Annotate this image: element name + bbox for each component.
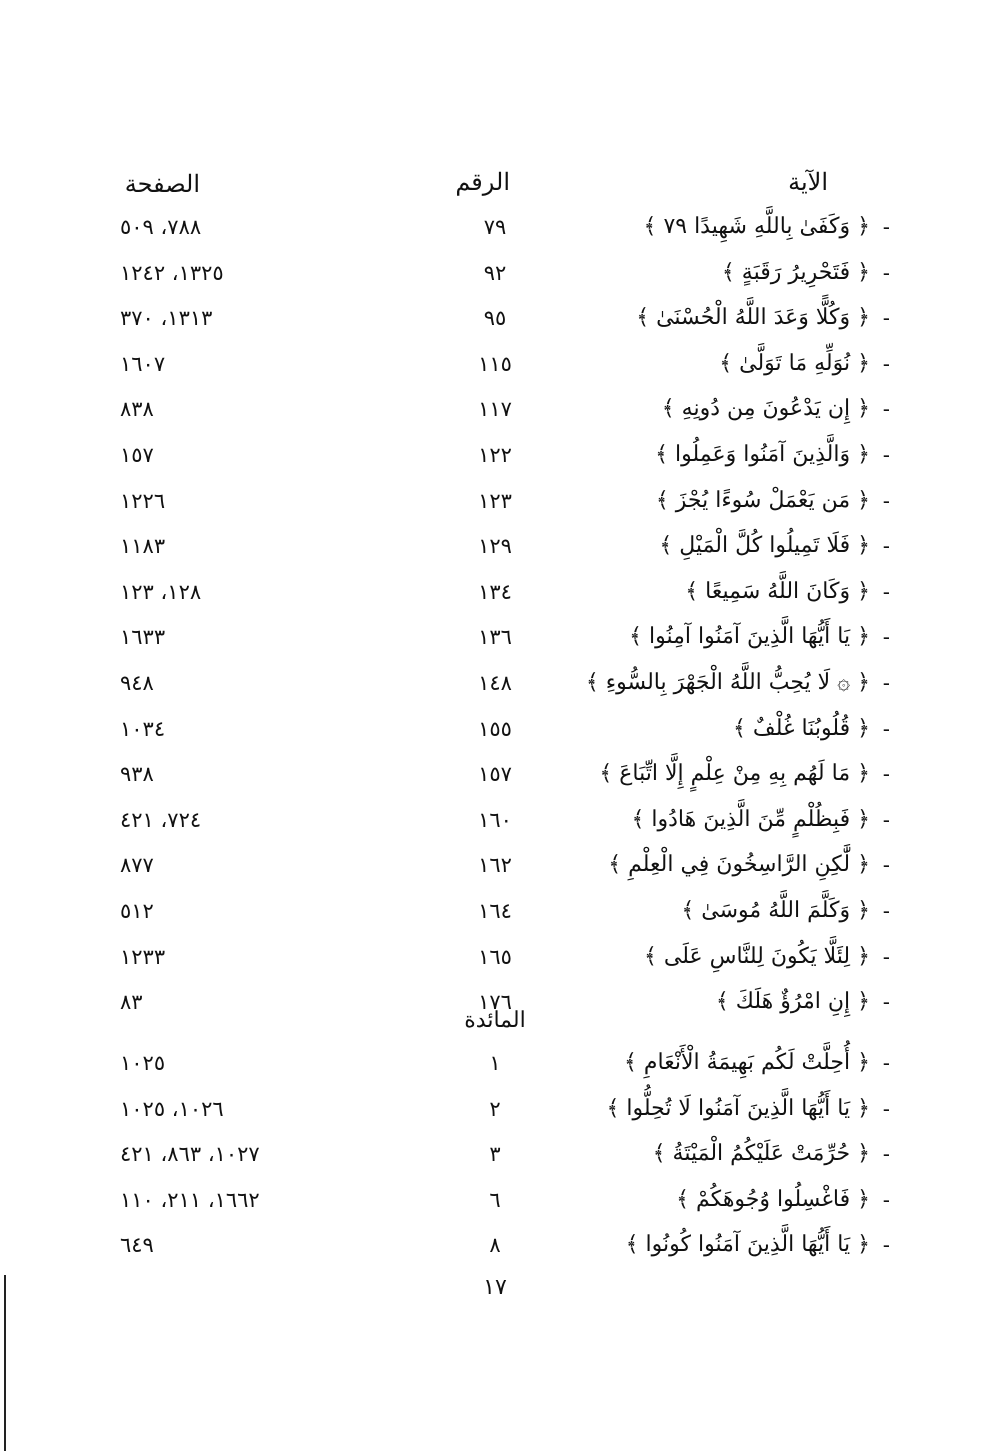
row-bullet-dash: - — [882, 716, 890, 741]
table-row — [0, 258, 1000, 304]
verse-index-section-2 — [0, 1048, 1000, 1276]
page-references: ٧٨٨، ٥٠٩ — [120, 215, 202, 239]
verse-text: ﴿ قُلُوبُنَا غُلْفٌ ﴾ — [733, 715, 870, 741]
table-row — [0, 394, 1000, 440]
table-row — [0, 1139, 1000, 1185]
row-bullet-dash: - — [882, 1096, 890, 1121]
table-row — [0, 805, 1000, 851]
verse-number: ١٢٢ — [478, 442, 512, 467]
page-references: ٥١٢ — [120, 898, 154, 923]
table-row — [0, 622, 1000, 668]
verse-text: ﴿ وَكَانَ اللَّهُ سَمِيعًا ﴾ — [685, 578, 870, 604]
verse-number: ١١٥ — [478, 351, 512, 376]
verse-text: ﴿ يَا أَيُّهَا الَّذِينَ آمَنُوا آمِنُوا ﴾ — [629, 624, 870, 650]
table-row — [0, 531, 1000, 577]
verse-text: ﴿ مَن يَعْمَلْ سُوءًا يُجْزَ ﴾ — [655, 487, 870, 513]
table-row — [0, 1230, 1000, 1276]
row-bullet-dash: - — [882, 397, 890, 422]
row-bullet-dash: - — [882, 1233, 890, 1258]
verse-number: ٧٩ — [483, 215, 507, 239]
verse-text: ﴿ وَكَفَىٰ بِاللَّهِ شَهِيدًا ٧٩ ﴾ — [643, 214, 870, 239]
verse-text: ﴿ فَلَا تَمِيلُوا كُلَّ الْمَيْلِ ﴾ — [659, 533, 870, 559]
table-row — [0, 212, 1000, 258]
row-bullet-dash: - — [882, 807, 890, 832]
verse-number: ١٣٤ — [478, 579, 512, 604]
page-references: ٨٧٧ — [120, 853, 154, 878]
verse-text: ﴿ وَكُلًّا وَعَدَ اللَّهُ الْحُسْنَىٰ ﴾ — [636, 305, 870, 331]
verse-text: ﴿ أُحِلَّتْ لَكُم بَهِيمَةُ الْأَنْعَامِ ﴾ — [624, 1050, 870, 1075]
verse-text: ﴿ وَالَّذِينَ آمَنُوا وَعَمِلُوا ﴾ — [655, 441, 870, 467]
page-references: ٩٣٨ — [120, 762, 154, 787]
verse-text: ﴿ فَتَحْرِيرُ رَقَبَةٍ ﴾ — [721, 259, 870, 285]
table-row — [0, 1094, 1000, 1140]
row-bullet-dash: - — [882, 898, 890, 923]
verse-text: ﴿ مَا لَهُم بِهِ مِنْ عِلْمٍ إِلَّا اتِّبَاعَ ﴾ — [599, 761, 870, 787]
table-row — [0, 714, 1000, 760]
page-references: ١٥٧ — [120, 442, 154, 467]
table-row — [0, 577, 1000, 623]
verse-number: ١٢٣ — [478, 488, 512, 513]
verse-number: ١ — [489, 1051, 501, 1075]
verse-number: ٦ — [489, 1187, 501, 1212]
page-references: ١٠٢٧، ٨٦٣، ٤٢١ — [120, 1142, 260, 1167]
verse-number: ١٢٩ — [478, 534, 512, 559]
page-references: ١٣١٣، ٣٧٠ — [120, 306, 213, 331]
table-header — [0, 168, 1000, 208]
header-number: الرقم — [455, 168, 510, 196]
row-bullet-dash: - — [882, 1142, 890, 1167]
table-row — [0, 303, 1000, 349]
row-bullet-dash: - — [882, 1187, 890, 1212]
page-references: ١٦٠٧ — [120, 351, 166, 376]
page-references: ٦٤٩ — [120, 1233, 154, 1258]
verse-number: ٣ — [489, 1142, 501, 1167]
table-row — [0, 759, 1000, 805]
row-bullet-dash: - — [882, 1051, 890, 1075]
row-bullet-dash: - — [882, 488, 890, 513]
verse-number: ١٣٦ — [478, 625, 512, 650]
verse-number: ١٦٤ — [478, 898, 512, 923]
page-references: ١٠٣٤ — [120, 716, 166, 741]
row-bullet-dash: - — [882, 579, 890, 604]
row-bullet-dash: - — [882, 351, 890, 376]
page-references: ١١٨٣ — [120, 534, 166, 559]
row-bullet-dash: - — [882, 853, 890, 878]
verse-text: ﴿ نُوَلِّهِ مَا تَوَلَّىٰ ﴾ — [719, 350, 870, 376]
row-bullet-dash: - — [882, 944, 890, 969]
row-bullet-dash: - — [882, 306, 890, 331]
row-bullet-dash: - — [882, 670, 890, 695]
table-row — [0, 896, 1000, 942]
verse-text: ﴿ لَّٰكِنِ الرَّاسِخُونَ فِي الْعِلْمِ ﴾ — [608, 852, 870, 878]
page-references: ٨٣٨ — [120, 397, 154, 422]
verse-index-section-1 — [0, 212, 1000, 1033]
page-references: ١٢٨، ١٢٣ — [120, 579, 202, 604]
page-references: ١٠٢٥ — [120, 1051, 166, 1075]
table-row — [0, 668, 1000, 714]
page-number: ١٧ — [483, 1275, 507, 1300]
verse-text: ﴿ إِن يَدْعُونَ مِن دُونِهِ ﴾ — [661, 396, 870, 422]
verse-text: ﴿ ۞ لَا يُحِبُّ اللَّهُ الْجَهْرَ بِالسُّوءِ ﴾ — [585, 669, 870, 695]
row-bullet-dash: - — [882, 215, 890, 239]
row-bullet-dash: - — [882, 442, 890, 467]
verse-text: ﴿ فَبِظُلْمٍ مِّنَ الَّذِينَ هَادُوا ﴾ — [631, 806, 870, 832]
verse-number: ١١٧ — [478, 397, 512, 422]
page-references: ١٢٣٣ — [120, 944, 166, 969]
header-page: الصفحة — [124, 170, 200, 198]
verse-number: ٩٢ — [483, 260, 507, 285]
page-references: ١٠٢٦، ١٠٢٥ — [120, 1096, 224, 1121]
page-references: ١٦٦٢، ٢١١، ١١٠ — [120, 1187, 260, 1212]
table-row — [0, 440, 1000, 486]
page-references: ١٦٣٣ — [120, 625, 166, 650]
table-row — [0, 850, 1000, 896]
verse-number: ١٦٢ — [478, 853, 512, 878]
row-bullet-dash: - — [882, 534, 890, 559]
verse-text: ﴿ يَا أَيُّهَا الَّذِينَ آمَنُوا كُونُوا ﴾ — [625, 1232, 870, 1258]
verse-text: ﴿ إِنِ امْرُؤٌ هَلَكَ ﴾ — [715, 989, 870, 1015]
section-title-al-maidah: المائدة — [464, 1008, 526, 1033]
verse-text: ﴿ وَكَلَّمَ اللَّهُ مُوسَىٰ ﴾ — [681, 897, 870, 923]
header-verse: الآية — [788, 168, 828, 196]
table-row — [0, 1185, 1000, 1231]
scan-edge-line — [4, 1275, 6, 1451]
table-row — [0, 942, 1000, 988]
row-bullet-dash: - — [882, 625, 890, 650]
row-bullet-dash: - — [882, 260, 890, 285]
verse-number: ٢ — [489, 1096, 501, 1121]
verse-number: ١٥٥ — [478, 716, 512, 741]
page-references: ١٢٢٦ — [120, 488, 166, 513]
verse-number: ١٦٠ — [478, 807, 512, 832]
table-row — [0, 486, 1000, 532]
page-references: ١٣٢٥، ١٢٤٢ — [120, 260, 224, 285]
verse-number: ١٦٥ — [478, 944, 512, 969]
verse-text: ﴿ لِئَلَّا يَكُونَ لِلنَّاسِ عَلَى ﴾ — [644, 943, 870, 969]
verse-number: ١٥٧ — [478, 762, 512, 787]
row-bullet-dash: - — [882, 762, 890, 787]
page-references: ٨٣ — [120, 990, 143, 1015]
verse-number: ٨ — [489, 1233, 501, 1258]
page-references: ٧٢٤، ٤٢١ — [120, 807, 202, 832]
verse-text: ﴿ يَا أَيُّهَا الَّذِينَ آمَنُوا لَا تُحِلُّوا ﴾ — [606, 1095, 870, 1121]
table-row — [0, 349, 1000, 395]
page-references: ٩٤٨ — [120, 670, 154, 695]
verse-number: ٩٥ — [483, 306, 507, 331]
verse-text: ﴿ حُرِّمَتْ عَلَيْكُمُ الْمَيْتَةُ ﴾ — [652, 1141, 870, 1167]
verse-number: ١٤٨ — [478, 670, 512, 695]
table-row — [0, 1048, 1000, 1094]
verse-number: ١٧٦ — [478, 990, 512, 1015]
row-bullet-dash: - — [882, 990, 890, 1015]
verse-text: ﴿ فَاغْسِلُوا وُجُوهَكُمْ ﴾ — [676, 1186, 870, 1212]
